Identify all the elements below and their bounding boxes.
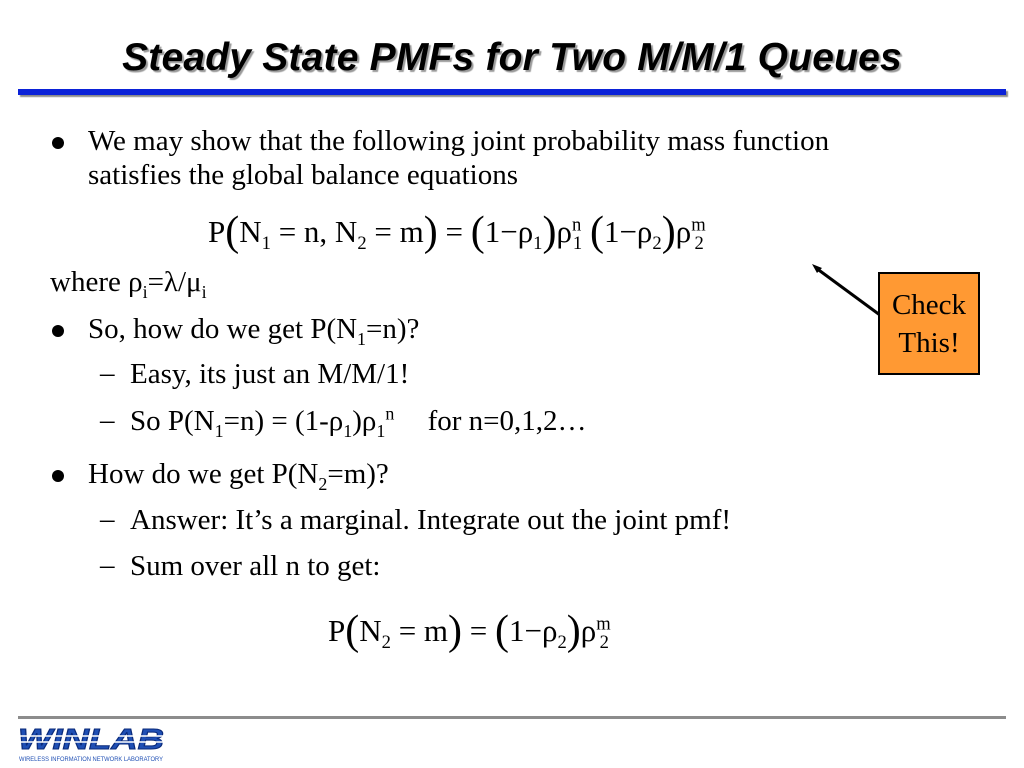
callout-line-2: This! <box>898 327 960 359</box>
bullet-1-line-1: We may show that the following joint probability mass function <box>88 125 830 157</box>
where-definition: where $\rho_i=\lambda/\mu_i$ <box>50 266 207 302</box>
dash-marker: – <box>100 357 115 389</box>
footer-rule <box>18 716 1006 719</box>
sub-bullet-answer: Answer: It’s a marginal. Integrate out the joint pmf! <box>130 504 732 536</box>
bullet-1-line-2: satisfies the global balance equations <box>88 159 519 191</box>
dash-marker: – <box>100 503 115 535</box>
winlab-logo <box>16 722 168 764</box>
dash-marker: – <box>100 549 115 581</box>
logo-tagline: WIRELESS INFORMATION NETWORK LABORATORY <box>19 757 163 763</box>
marginal-pmf-equation: $P(N_2 = m) = (1-\rho_2)\rho^m_2$ <box>328 608 611 654</box>
sub-bullet-so-p: So $P(N_1=n) = (1-\rho_1)\rho_1^n$ for n=0,1,2… <box>130 403 587 441</box>
sub-bullet-sum: Sum over all n to get: <box>130 550 381 582</box>
bullet-2: So, how do we get $P(N_1=n)$? <box>88 313 420 349</box>
check-this-callout <box>878 272 980 375</box>
bullet-3: How do we get $P(N_2=m)$? <box>88 458 389 494</box>
dash-marker: – <box>100 404 115 436</box>
sub-bullet-easy: Easy, its just an M/M/1! <box>130 358 410 390</box>
logo-wordmark: WINLAB <box>18 724 164 756</box>
joint-pmf-equation: $P(N_1 = n$, $N_2 = m) = (1-\rho_1)\rho^n_1$ $(1-\rho_2)\rho^m_2$ <box>208 209 706 255</box>
callout-line-1: Check <box>891 289 967 321</box>
slide-title: Steady State PMFs for Two M/M/1 Queues <box>122 36 902 79</box>
